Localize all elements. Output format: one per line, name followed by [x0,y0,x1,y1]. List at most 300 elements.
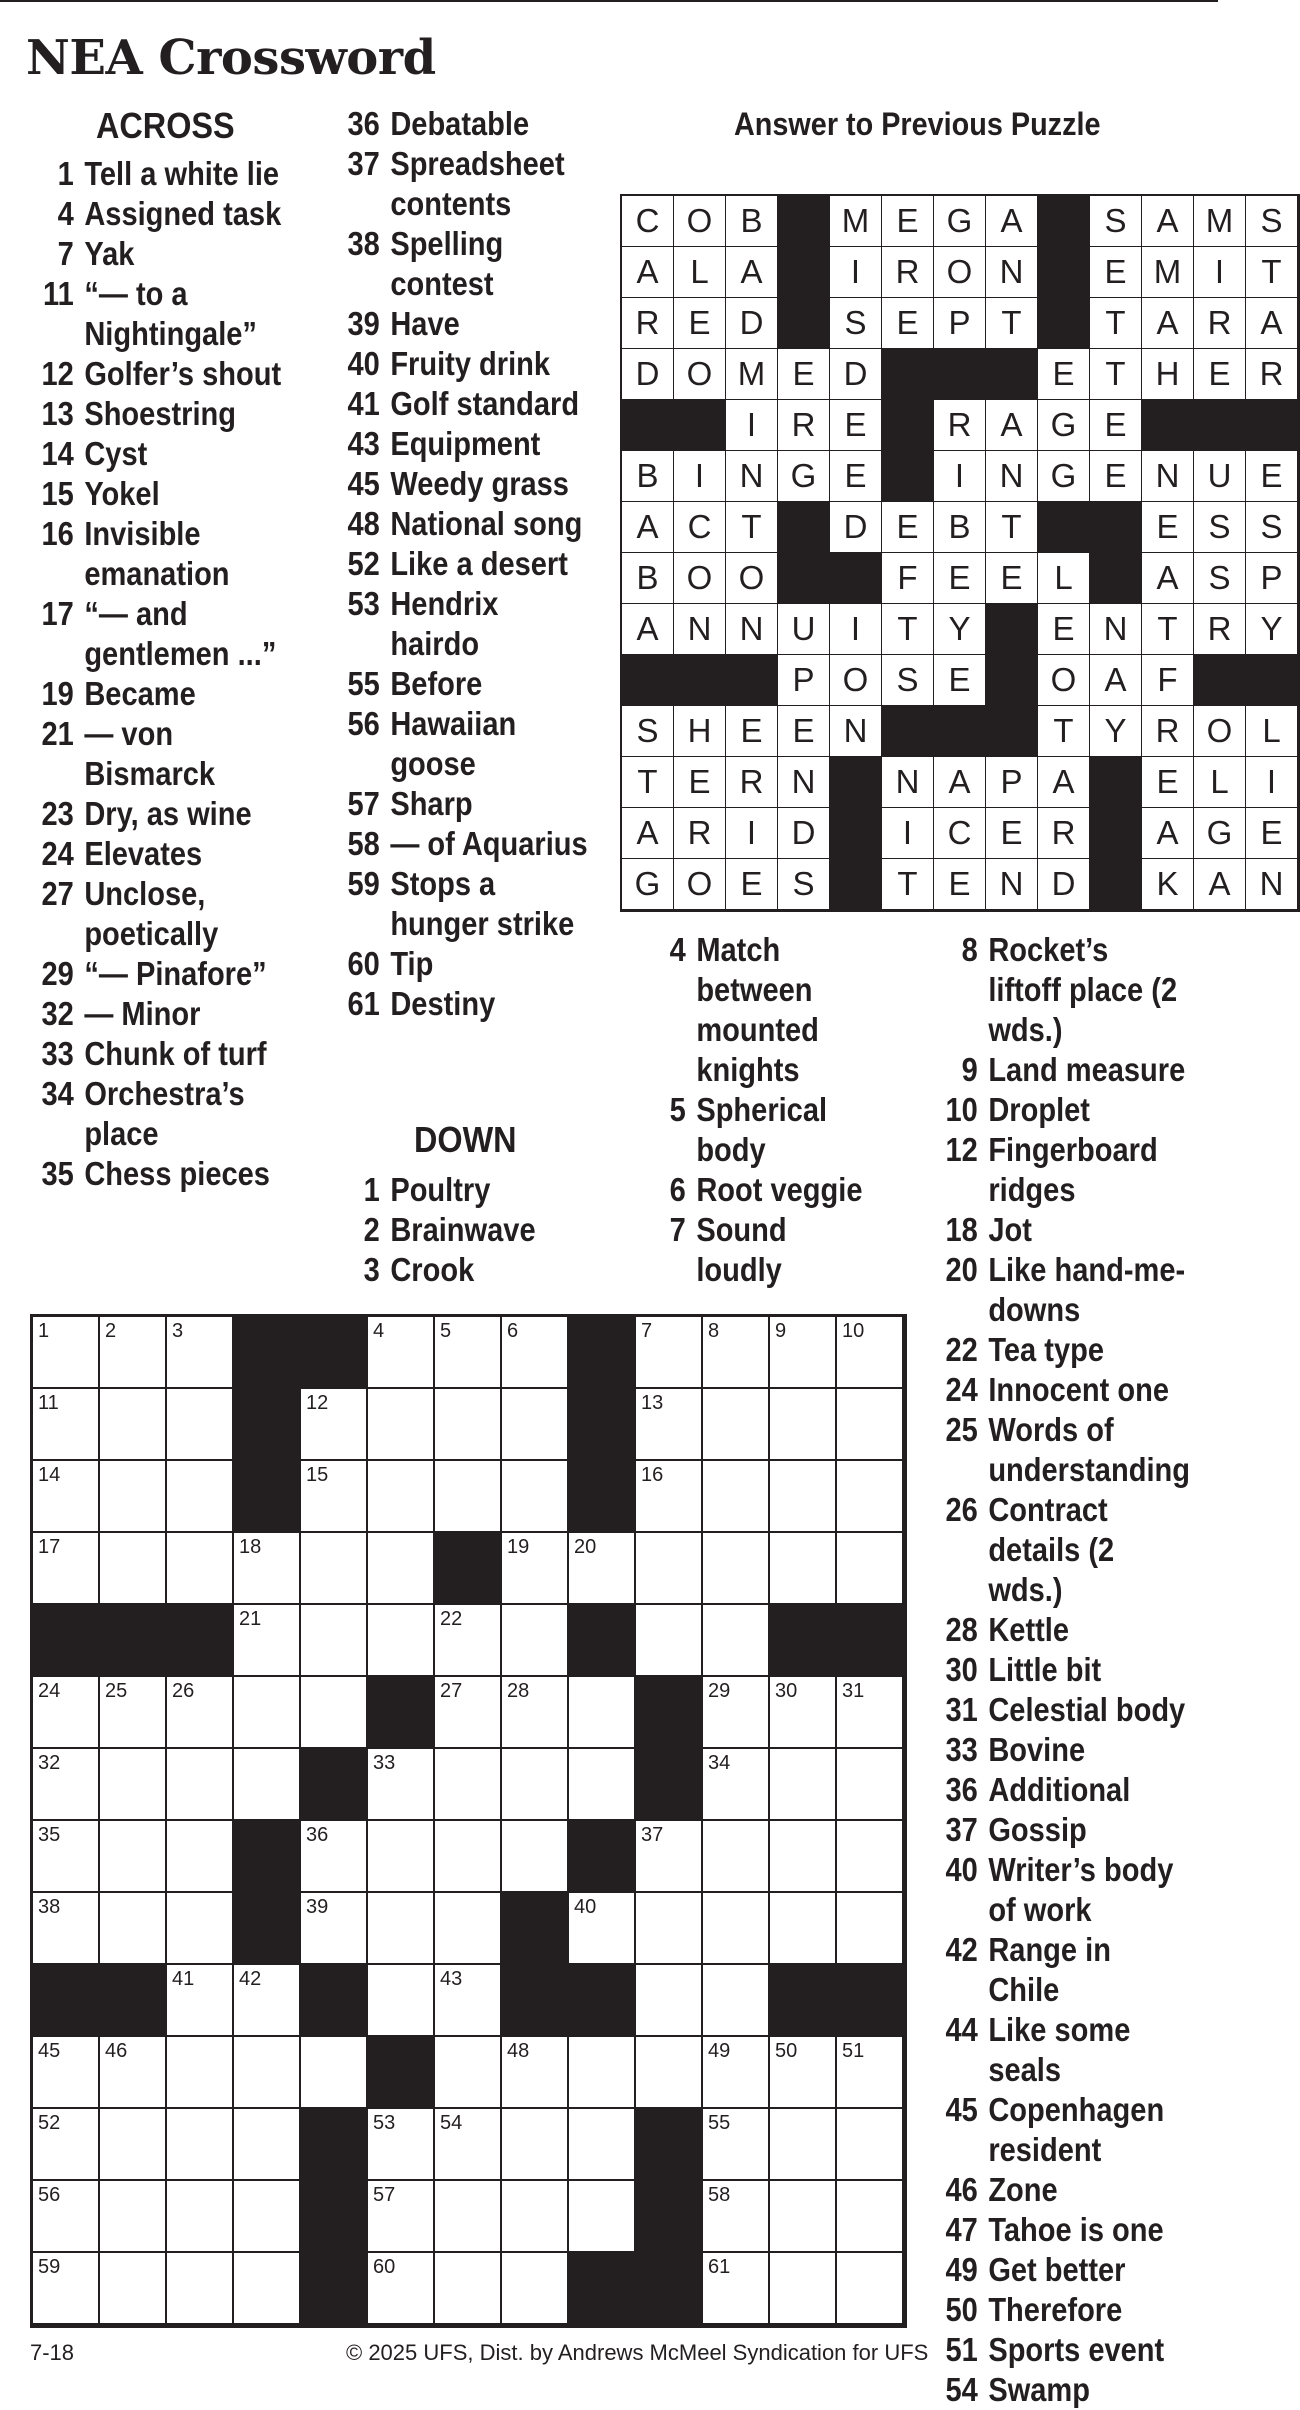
grid-cell[interactable] [837,2253,904,2325]
grid-cell[interactable] [770,2109,837,2181]
previous-grid-block [1090,502,1142,553]
grid-cell[interactable] [569,2109,636,2181]
grid-cell[interactable] [569,1749,636,1821]
grid-cell[interactable] [234,1965,301,2037]
grid-cell[interactable] [636,1389,703,1461]
previous-grid-block [622,400,674,451]
previous-grid-letter: G [1038,451,1090,502]
grid-cell[interactable] [234,2109,301,2181]
clue-number: 25 [945,1411,978,1448]
grid-cell[interactable] [502,2253,569,2325]
grid-cell[interactable] [837,1461,904,1533]
grid-cell[interactable] [435,1893,502,1965]
previous-grid-letter: E [1142,757,1194,808]
grid-cell[interactable] [301,1605,368,1677]
clue-text: Spreadsheet contents [390,145,565,222]
across-clue [334,944,589,984]
grid-cell[interactable] [100,1389,167,1461]
grid-cell[interactable] [100,1893,167,1965]
across-clue [28,594,292,674]
grid-block [569,2253,636,2325]
grid-cell[interactable] [234,2037,301,2109]
grid-cell[interactable] [703,2253,770,2325]
grid-cell[interactable] [435,1605,502,1677]
previous-grid-block [986,706,1038,757]
grid-cell[interactable] [636,1317,703,1389]
grid-cell[interactable] [770,2253,837,2325]
grid-cell[interactable] [770,2181,837,2253]
clue-text: Destiny [390,985,496,1022]
cell-number: 14 [38,1464,61,1486]
previous-grid-block [1246,400,1298,451]
clue-text: Yak [84,235,135,272]
grid-cell[interactable] [435,2109,502,2181]
previous-grid-letter: T [622,757,674,808]
previous-grid-letter: E [1038,349,1090,400]
grid-cell[interactable] [502,1821,569,1893]
grid-cell[interactable] [435,1821,502,1893]
grid-cell[interactable] [435,2037,502,2109]
clue-text: Match between mounted knights [696,931,819,1088]
grid-cell[interactable] [770,1821,837,1893]
grid-cell[interactable] [703,1533,770,1605]
previous-grid-letter: S [830,298,882,349]
grid-cell[interactable] [502,1533,569,1605]
clue-number: 46 [945,2171,978,2208]
grid-cell[interactable] [837,1821,904,1893]
clue-number: 29 [41,955,74,992]
previous-grid-letter: R [726,757,778,808]
grid-cell[interactable] [837,2109,904,2181]
grid-cell[interactable] [301,1533,368,1605]
grid-cell[interactable] [435,2181,502,2253]
grid-cell[interactable] [435,1677,502,1749]
cell-number: 37 [641,1824,664,1846]
grid-cell[interactable] [368,2181,435,2253]
grid-cell[interactable] [368,2109,435,2181]
previous-grid-letter: A [1142,808,1194,859]
grid-cell[interactable] [234,2253,301,2325]
grid-cell[interactable] [502,1317,569,1389]
down-clue [932,1090,1187,1130]
grid-cell[interactable] [301,1893,368,1965]
previous-grid-letter: E [1246,451,1298,502]
grid-cell[interactable] [301,2037,368,2109]
top-rule [0,0,1218,2]
grid-cell[interactable] [100,1677,167,1749]
grid-cell[interactable] [167,1965,234,2037]
previous-grid-block [1142,400,1194,451]
grid-cell[interactable] [368,1965,435,2037]
grid-cell[interactable] [636,1821,703,1893]
previous-grid-letter: L [674,247,726,298]
grid-cell[interactable] [301,1677,368,1749]
grid-cell[interactable] [368,1533,435,1605]
clue-number: 4 [669,931,686,968]
cell-number: 49 [708,2040,731,2062]
across-clue [28,834,292,874]
previous-grid-letter: G [1194,808,1246,859]
across-heading: ACROSS [96,105,235,146]
down-clue [932,1730,1187,1770]
grid-cell[interactable] [368,2253,435,2325]
previous-grid-letter: A [1142,553,1194,604]
cell-number: 26 [172,1680,195,1702]
previous-grid-block [778,553,830,604]
grid-cell[interactable] [435,1461,502,1533]
grid-cell[interactable] [837,1317,904,1389]
previous-grid-letter: A [622,247,674,298]
cell-number: 9 [775,1320,787,1342]
grid-cell[interactable] [435,1749,502,1821]
grid-cell[interactable] [636,1965,703,2037]
previous-grid-letter: O [674,553,726,604]
previous-grid-letter: B [934,502,986,553]
grid-cell[interactable] [167,2181,234,2253]
clue-text: Crook [390,1251,475,1288]
cell-number: 61 [708,2256,731,2278]
cell-number: 55 [708,2112,731,2134]
previous-grid-letter: S [1194,553,1246,604]
clue-text: “— Pinafore” [84,955,267,992]
down-clue [932,1810,1187,1850]
grid-block [569,1821,636,1893]
previous-grid-letter: E [986,808,1038,859]
grid-cell[interactable] [770,1389,837,1461]
grid-cell[interactable] [234,1677,301,1749]
grid-cell[interactable] [100,2181,167,2253]
grid-cell[interactable] [33,1389,100,1461]
cell-number: 15 [306,1464,329,1486]
grid-cell[interactable] [167,1677,234,1749]
previous-grid-letter: N [778,757,830,808]
grid-cell[interactable] [167,2253,234,2325]
previous-grid-block [1194,400,1246,451]
grid-cell[interactable] [569,2181,636,2253]
previous-grid-block [830,553,882,604]
previous-grid-block [1038,196,1090,247]
down-clue [932,1330,1187,1370]
clue-text: Swamp [988,2371,1091,2408]
clue-text: Words of understanding [988,1411,1190,1488]
grid-cell[interactable] [703,2181,770,2253]
clue-number: 42 [945,1931,978,1968]
grid-cell[interactable] [636,1533,703,1605]
clue-number: 7 [669,1211,686,1248]
grid-cell[interactable] [301,1461,368,1533]
grid-cell[interactable] [636,2037,703,2109]
grid-cell[interactable] [167,1317,234,1389]
grid-block [569,1965,636,2037]
grid-cell[interactable] [703,1677,770,1749]
across-clue [28,794,292,834]
grid-cell[interactable] [33,2037,100,2109]
grid-cell[interactable] [502,1461,569,1533]
previous-grid-letter: N [830,706,882,757]
clue-text: Kettle [988,1611,1070,1648]
grid-cell[interactable] [636,1893,703,1965]
cell-number: 16 [641,1464,664,1486]
grid-cell[interactable] [703,1893,770,1965]
previous-grid-block [674,655,726,706]
grid-cell[interactable] [770,1677,837,1749]
grid-cell[interactable] [502,1605,569,1677]
grid-cell[interactable] [167,1893,234,1965]
grid-cell[interactable] [100,1317,167,1389]
grid-cell[interactable] [569,1677,636,1749]
grid-cell[interactable] [502,2109,569,2181]
previous-grid-block [830,808,882,859]
grid-cell[interactable] [703,1749,770,1821]
grid-cell[interactable] [837,1389,904,1461]
grid-cell[interactable] [703,2109,770,2181]
clue-number: 24 [945,1371,978,1408]
previous-grid-letter: O [726,553,778,604]
clue-number: 17 [41,595,74,632]
grid-cell[interactable] [569,1893,636,1965]
grid-cell[interactable] [837,2181,904,2253]
clue-number: 31 [945,1691,978,1728]
down-clue [932,1370,1187,1410]
down-clue [932,1490,1187,1610]
grid-cell[interactable] [100,2037,167,2109]
grid-cell[interactable] [770,1533,837,1605]
grid-cell[interactable] [502,1749,569,1821]
grid-cell[interactable] [569,2037,636,2109]
clue-number: 37 [347,145,380,182]
grid-cell[interactable] [234,1749,301,1821]
grid-cell[interactable] [368,1821,435,1893]
cell-number: 52 [38,2112,61,2134]
across-clue [28,514,292,594]
previous-grid-letter: A [1194,859,1246,910]
across-clue [334,424,589,464]
grid-block [234,1461,301,1533]
grid-cell[interactable] [33,1317,100,1389]
grid-block [234,1317,301,1389]
previous-grid-letter: M [1194,196,1246,247]
grid-cell[interactable] [502,1677,569,1749]
grid-cell[interactable] [167,1749,234,1821]
clue-text: Chess pieces [84,1155,270,1192]
grid-cell[interactable] [770,1749,837,1821]
previous-grid-letter: L [1038,553,1090,604]
grid-cell[interactable] [368,1893,435,1965]
grid-cell[interactable] [167,2037,234,2109]
clue-text: Yokel [84,475,160,512]
down-clue [640,1210,878,1290]
grid-cell[interactable] [368,1749,435,1821]
grid-cell[interactable] [167,1821,234,1893]
grid-cell[interactable] [837,1749,904,1821]
across-clue [28,714,292,794]
grid-cell[interactable] [167,1389,234,1461]
grid-cell[interactable] [837,1533,904,1605]
down-clue [932,2010,1187,2090]
across-clue [334,584,589,664]
clue-text: Poultry [390,1171,491,1208]
across-clue [28,994,292,1034]
grid-cell[interactable] [502,2037,569,2109]
down-clue [640,1090,878,1170]
previous-grid-letter: H [1142,349,1194,400]
across-clue [28,1034,292,1074]
grid-cell[interactable] [33,1821,100,1893]
across-clue [334,864,589,944]
grid-cell[interactable] [435,2253,502,2325]
previous-grid-letter: E [1090,247,1142,298]
clue-number: 33 [945,1731,978,1768]
clue-text: Sound loudly [696,1211,787,1288]
clue-text: Range in Chile [988,1931,1111,2008]
grid-cell[interactable] [167,1533,234,1605]
grid-cell[interactable] [770,1893,837,1965]
previous-grid-letter: N [986,859,1038,910]
grid-cell[interactable] [703,1821,770,1893]
grid-cell[interactable] [368,1389,435,1461]
cell-number: 11 [38,1392,59,1414]
grid-cell[interactable] [502,1389,569,1461]
grid-cell[interactable] [770,1461,837,1533]
across-clue [334,304,589,344]
previous-grid-block [778,196,830,247]
previous-grid-letter: F [1142,655,1194,706]
grid-cell[interactable] [435,1389,502,1461]
clue-text: Stops a hunger strike [390,865,575,942]
clue-text: Jot [988,1211,1032,1248]
grid-cell[interactable] [100,1461,167,1533]
grid-cell[interactable] [33,1461,100,1533]
grid-cell[interactable] [703,1389,770,1461]
grid-cell[interactable] [33,2253,100,2325]
previous-grid-letter: D [830,349,882,400]
grid-cell[interactable] [33,1893,100,1965]
clue-number: 52 [347,545,380,582]
clue-text: Zone [988,2171,1058,2208]
grid-block [368,1677,435,1749]
grid-cell[interactable] [167,2109,234,2181]
grid-cell[interactable] [100,1533,167,1605]
previous-grid-letter: G [622,859,674,910]
previous-grid-letter: S [1246,196,1298,247]
cell-number: 19 [507,1536,530,1558]
grid-cell[interactable] [368,1317,435,1389]
clue-number: 5 [669,1091,686,1128]
grid-cell[interactable] [435,1965,502,2037]
grid-cell[interactable] [33,1533,100,1605]
clue-text: Golfer’s shout [84,355,282,392]
previous-grid-block [778,298,830,349]
grid-cell[interactable] [167,1461,234,1533]
previous-grid-block [882,706,934,757]
grid-cell[interactable] [837,1893,904,1965]
grid-cell[interactable] [636,1605,703,1677]
cell-number: 31 [842,1680,865,1702]
grid-cell[interactable] [33,2109,100,2181]
cell-number: 20 [574,1536,597,1558]
previous-grid-letter: E [674,757,726,808]
previous-grid-letter: B [622,553,674,604]
clue-text: Debatable [390,105,530,142]
grid-cell[interactable] [837,2037,904,2109]
cell-number: 2 [105,1320,117,1342]
grid-cell[interactable] [636,1461,703,1533]
down-clue [932,1770,1187,1810]
grid-cell[interactable] [234,2181,301,2253]
previous-grid-letter: D [830,502,882,553]
cell-number: 5 [440,1320,452,1342]
previous-grid-letter: C [674,502,726,553]
grid-cell[interactable] [703,1317,770,1389]
grid-cell[interactable] [301,1821,368,1893]
grid-cell[interactable] [368,1605,435,1677]
previous-grid-letter: D [622,349,674,400]
grid-cell[interactable] [100,1821,167,1893]
grid-cell[interactable] [435,1317,502,1389]
grid-cell[interactable] [234,1605,301,1677]
grid-cell[interactable] [100,2253,167,2325]
cell-number: 59 [38,2256,61,2278]
previous-grid-letter: E [882,298,934,349]
grid-cell[interactable] [33,2181,100,2253]
clue-number: 36 [347,105,380,142]
previous-answer-grid [620,194,1300,912]
grid-cell[interactable] [770,1317,837,1389]
grid-cell[interactable] [368,1461,435,1533]
previous-grid-letter: E [986,553,1038,604]
clue-number: 60 [347,945,380,982]
grid-cell[interactable] [703,1965,770,2037]
grid-cell[interactable] [100,2109,167,2181]
previous-grid-letter: N [986,451,1038,502]
clue-number: 10 [945,1091,978,1128]
cell-number: 50 [775,2040,798,2062]
clue-text: Unclose, poetically [84,875,219,952]
grid-block [167,1605,234,1677]
grid-cell[interactable] [502,2181,569,2253]
grid-cell[interactable] [301,1389,368,1461]
previous-grid-letter: A [1246,298,1298,349]
previous-grid-letter: N [726,604,778,655]
clue-number: 34 [41,1075,74,1112]
grid-cell[interactable] [100,1749,167,1821]
previous-grid-letter: I [830,247,882,298]
clue-number: 32 [41,995,74,1032]
grid-cell[interactable] [703,2037,770,2109]
grid-cell[interactable] [703,1461,770,1533]
grid-cell[interactable] [837,1677,904,1749]
grid-block [636,2109,703,2181]
across-clue [334,464,589,504]
clue-text: Contract details (2 wds.) [988,1491,1115,1608]
grid-cell[interactable] [770,2037,837,2109]
previous-grid-letter: E [934,553,986,604]
grid-cell[interactable] [569,1533,636,1605]
clue-number: 47 [945,2211,978,2248]
clue-text: — of Aquarius [390,825,588,862]
grid-cell[interactable] [234,1533,301,1605]
grid-cell[interactable] [33,1677,100,1749]
clue-number: 12 [945,1131,978,1168]
grid-cell[interactable] [703,1605,770,1677]
grid-block [234,1821,301,1893]
clue-text: Additional [988,1771,1131,1808]
clue-text: Bovine [988,1731,1086,1768]
previous-grid-block [986,655,1038,706]
grid-cell[interactable] [33,1749,100,1821]
down-clue [932,1210,1187,1250]
previous-grid-letter: O [674,196,726,247]
